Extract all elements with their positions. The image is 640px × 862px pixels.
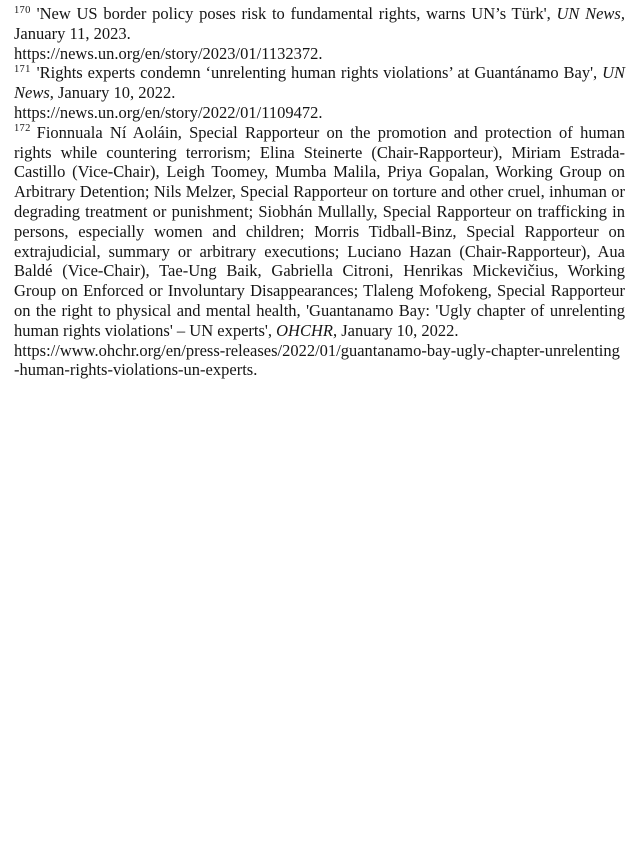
footnote-text: 'Rights experts condemn ‘unrelenting human rights violations’ at Guantánamo Bay', [36,63,603,83]
footnote-text: , January 10, 2022. [49,83,176,103]
footnote-url: https://news.un.org/en/story/2022/01/1109472. [14,102,323,122]
footnote-text: January 11, 2023. [14,23,131,43]
footnote-text: , January 10, 2022. [332,320,459,340]
footnote-source-name: OHCHR [276,320,333,340]
footnote-text: 'New US border policy poses risk to fundamental rights, warns UN’s Türk', [36,4,557,23]
footnote-url: https://www.ohchr.org/en/press-releases/2022/01/guantanamo-bay-ugly-chapter-unrelenting-human-rights-violations-un-experts. [14,340,620,380]
footnote-source-name: UN News, [556,4,625,23]
footnote-170 [14,4,625,63]
footnote-text: Fionnuala Ní Aoláin, Special Rapporteur on the promotion and protection of human rights while countering terrorism; Elina Steinerte (Chair-Rapporteur), Miriam Estrada-Castillo (Vice-Chair), Leigh Toomey, Mumba Malila, Priya Gopalan, Working Group on Arbitrary Detention; Nils Melzer, Special Rapporteur on torture and other cruel, inhuman or degrading treatment or punishment; Siobhán Mullally, Special Rapporteur on trafficking in persons, especially women and children; Morris Tidball-Binz, Special Rapporteur on extrajudicial, summary or arbitrary executions; Luciano Hazan (Chair-Rapporteur), Aua Baldé (Vice-Chair), Tae-Ung Baik, Gabriella Citroni, Henrikas Mickevičius, Working Group on Enforced or Involuntary Disappearances; Tlaleng Mofokeng, Special Rapporteur on the right to physical and mental health, 'Guantanamo Bay: 'Ugly chapter of unrelenting human rights violations' – UN experts', [14,122,625,340]
footnote-172 [14,123,625,380]
footnote-171 [14,63,625,122]
footnote-marker: 172 [14,123,31,135]
footnote-marker: 170 [14,4,31,16]
footnote-source-name: UN News [14,63,625,103]
footnotes-section [14,4,625,380]
footnote-marker: 171 [14,63,31,75]
footnote-url: https://news.un.org/en/story/2023/01/1132372. [14,43,323,63]
